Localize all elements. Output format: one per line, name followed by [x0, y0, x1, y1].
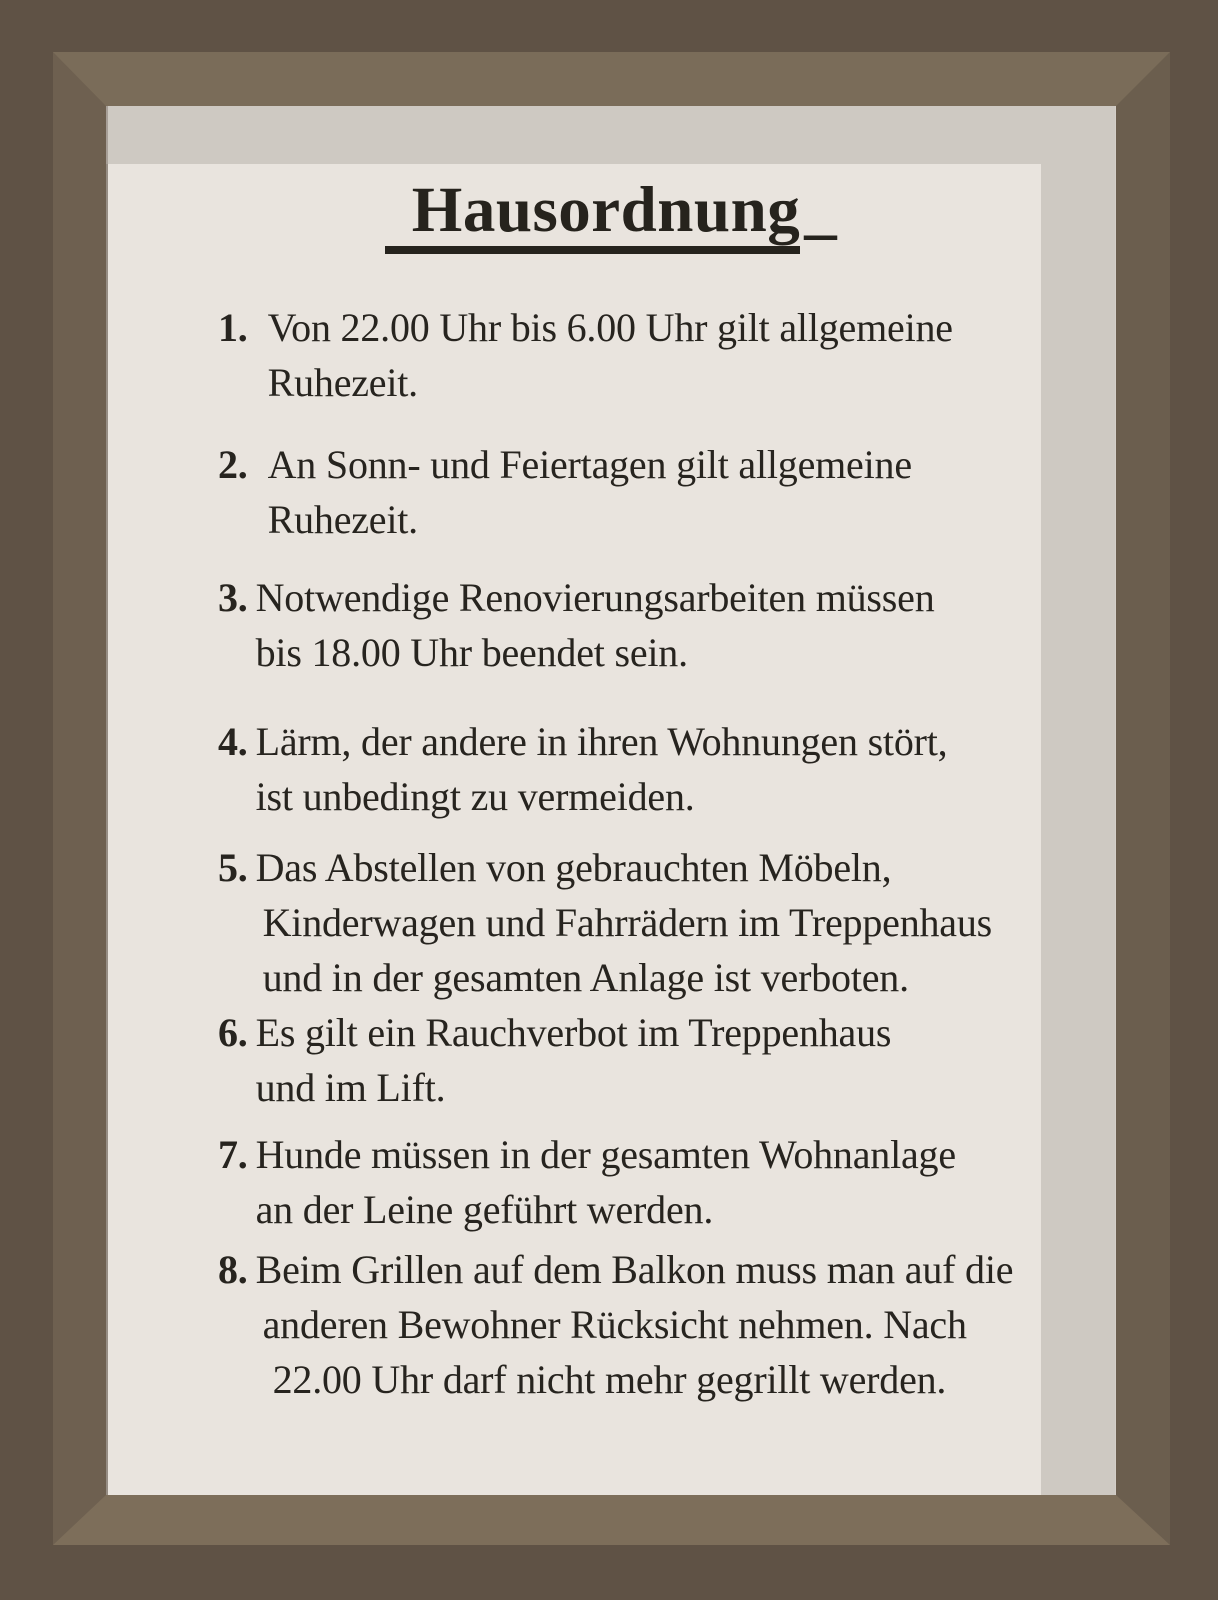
rule-lines [268, 437, 912, 547]
sign-content [106, 106, 1116, 1495]
sign-title [106, 172, 1116, 249]
rule-line: Es gilt ein Rauchverbot im Treppenhaus [255, 1010, 892, 1055]
rule-number: 6. [218, 1010, 248, 1055]
rule-item [218, 437, 912, 547]
rule-item [218, 1242, 1013, 1407]
rule-line: ist unbedingt zu vermeiden. [255, 774, 695, 819]
rule-line: Lärm, der andere in ihren Wohnungen stört, [255, 719, 948, 764]
title-underlined-text: Hausordnung [385, 174, 800, 254]
rule-item [218, 840, 992, 1005]
rule-lines [256, 570, 935, 680]
rule-item [218, 714, 947, 824]
frame-bevel [53, 52, 1170, 1545]
rule-number: 1. [218, 305, 248, 350]
rule-lines [256, 714, 948, 824]
rule-line: Beim Grillen auf dem Balkon muss man auf die [255, 1247, 1014, 1292]
rule-item [218, 1005, 891, 1115]
rule-number: 4. [218, 719, 248, 764]
rule-line: bis 18.00 Uhr beendet sein. [255, 630, 688, 675]
rule-number: 5. [218, 845, 248, 890]
rule-item [218, 1127, 956, 1237]
rules-sign-paper [106, 106, 1116, 1495]
rule-lines [256, 1005, 892, 1115]
rule-number: 8. [218, 1247, 248, 1292]
rule-lines [256, 1127, 956, 1237]
rule-line: Notwendige Renovierungsarbeiten müssen [255, 575, 935, 620]
rule-line: 22.00 Uhr darf nicht mehr gegrillt werden. [272, 1357, 947, 1402]
rule-line: und in der gesamten Anlage ist verboten. [262, 955, 909, 1000]
rule-lines [256, 840, 992, 1005]
rule-line: und im Lift. [255, 1065, 446, 1110]
rule-line: an der Leine geführt werden. [255, 1187, 714, 1232]
rule-item [218, 570, 935, 680]
rule-number: 3. [218, 575, 248, 620]
title-underscore: _ [804, 174, 838, 246]
rule-lines [256, 1242, 1014, 1407]
rule-line: Ruhezeit. [267, 360, 418, 405]
rule-line: Kinderwagen und Fahrrädern im Treppenhaus [262, 900, 993, 945]
rule-line: An Sonn- und Feiertagen gilt allgemeine [267, 442, 912, 487]
rule-number: 2. [218, 442, 248, 487]
rule-line: Das Abstellen von gebrauchten Möbeln, [255, 845, 892, 890]
rule-item [218, 300, 953, 410]
rule-line: Von 22.00 Uhr bis 6.00 Uhr gilt allgemeine [267, 305, 953, 350]
rule-line: Ruhezeit. [267, 497, 418, 542]
rule-number: 7. [218, 1132, 248, 1177]
rule-line: Hunde müssen in der gesamten Wohnanlage [255, 1132, 956, 1177]
rule-line: anderen Bewohner Rücksicht nehmen. Nach [262, 1302, 967, 1347]
rule-lines [268, 300, 953, 410]
